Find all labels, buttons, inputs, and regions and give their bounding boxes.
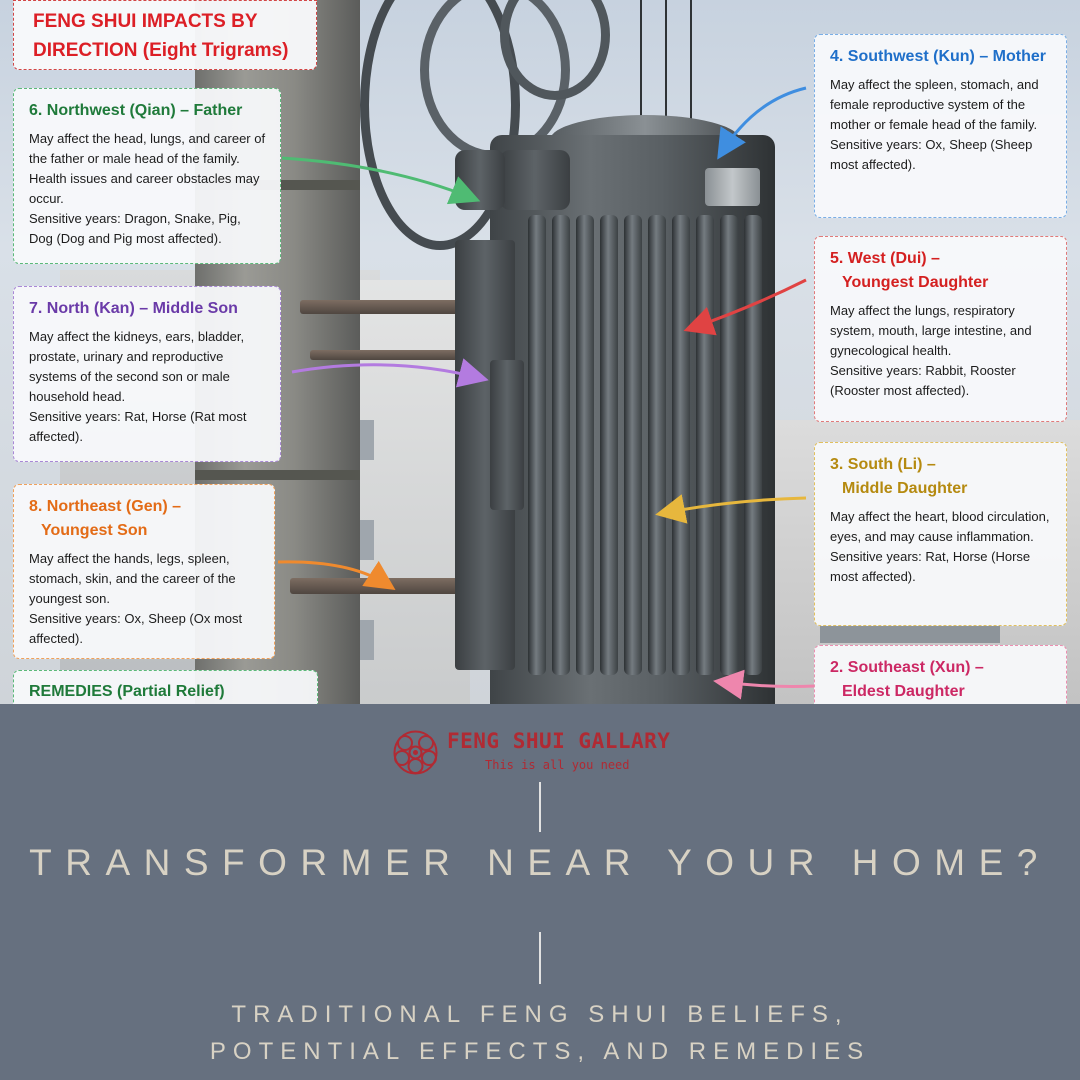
cooling-fin [744, 215, 762, 675]
cooling-fin [648, 215, 666, 675]
southwest-box [814, 34, 1067, 218]
brand-name: FENG SHUI GALLARY [447, 729, 671, 753]
west-years: Sensitive years: Rabbit, Rooster (Rooster most affected). [830, 363, 1016, 398]
northwest-years: Sensitive years: Dragon, Snake, Pig, Dog (Dog and Pig most affected). [29, 211, 241, 246]
cooling-fin [696, 215, 714, 675]
cooling-fin [720, 215, 738, 675]
west-body: May affect the lungs, respiratory system, mouth, large intestine, and gynecological health. [830, 303, 1032, 358]
north-body: May affect the kidneys, ears, bladder, prostate, urinary and reproductive systems of the second son or male household head. [29, 329, 245, 404]
title-box [13, 0, 317, 70]
bushing-cap [455, 150, 505, 210]
northwest-body: May affect the head, lungs, and career of the father or male head of the family. Health issues and career obstacles may occur. [29, 131, 266, 206]
northeast-heading [29, 495, 262, 543]
northeast-body: May affect the hands, legs, spleen, stomach, skin, and the career of the youngest son. [29, 551, 236, 606]
remedies-heading: REMEDIES (Partial Relief) [29, 683, 225, 700]
northeast-years: Sensitive years: Ox, Sheep (Ox most affected). [29, 611, 243, 646]
brand-tagline: This is all you need [485, 758, 630, 772]
south-heading-line-2: Middle Daughter [842, 480, 968, 497]
northeast-box [13, 484, 275, 659]
northwest-box [13, 88, 281, 264]
building-window [360, 620, 374, 660]
southwest-years: Sensitive years: Ox, Sheep (Sheep most affected). [830, 137, 1033, 172]
subheadline-line-1: TRADITIONAL FENG SHUI BELIEFS, [231, 1001, 849, 1028]
west-heading-line-1: 5. West (Dui) – [830, 250, 940, 267]
title-line-1: FENG SHUI IMPACTS BY [33, 11, 258, 32]
transformer-side-box [490, 360, 524, 510]
southeast-heading-line-2: Eldest Daughter [842, 683, 965, 700]
cooling-fin [528, 215, 546, 675]
divider-line-bottom [539, 932, 541, 984]
bushing-cap [705, 168, 760, 206]
brand-logo [388, 725, 698, 780]
cooling-fin [672, 215, 690, 675]
west-heading-line-2: Youngest Daughter [842, 274, 989, 291]
mounting-bracket [310, 350, 460, 360]
south-box [814, 442, 1067, 626]
southwest-heading: 4. Southwest (Kun) – Mother [830, 48, 1046, 65]
subheadline-line-2: POTENTIAL EFFECTS, AND REMEDIES [209, 1038, 871, 1065]
north-years: Sensitive years: Rat, Horse (Rat most affected). [29, 409, 247, 444]
south-body: May affect the heart, blood circulation, eyes, and may cause inflammation. [830, 509, 1050, 544]
southeast-heading-line-1: 2. Southeast (Xun) – [830, 659, 984, 676]
southeast-heading [830, 656, 1054, 704]
building-window-row [820, 625, 1000, 643]
north-heading: 7. North (Kan) – Middle Son [29, 300, 238, 317]
south-heading-line-1: 3. South (Li) – [830, 456, 936, 473]
west-box [814, 236, 1067, 422]
northeast-heading-line-2: Youngest Son [41, 522, 148, 539]
title-line-2: DIRECTION (Eight Trigrams) [33, 40, 289, 61]
north-box [13, 286, 281, 462]
south-years: Sensitive years: Rat, Horse (Horse most affected). [830, 549, 1031, 584]
building-window [360, 420, 374, 460]
south-heading [830, 453, 1054, 501]
northwest-heading: 6. Northwest (Qian) – Father [29, 102, 243, 119]
pole-band [195, 470, 360, 480]
bushing-cap [500, 150, 570, 210]
cooling-fin [600, 215, 618, 675]
cooling-fin [576, 215, 594, 675]
building-window [360, 520, 374, 560]
southwest-body: May affect the spleen, stomach, and female reproductive system of the mother or female head of the family. [830, 77, 1039, 132]
cooling-fin [624, 215, 642, 675]
cooling-fin [552, 215, 570, 675]
northeast-heading-line-1: 8. Northeast (Gen) – [29, 498, 182, 515]
divider-line-top [539, 782, 541, 832]
west-heading [830, 247, 1054, 295]
lotus-emblem-icon [388, 725, 443, 780]
headline: TRANSFORMER NEAR YOUR HOME? [29, 842, 1051, 883]
